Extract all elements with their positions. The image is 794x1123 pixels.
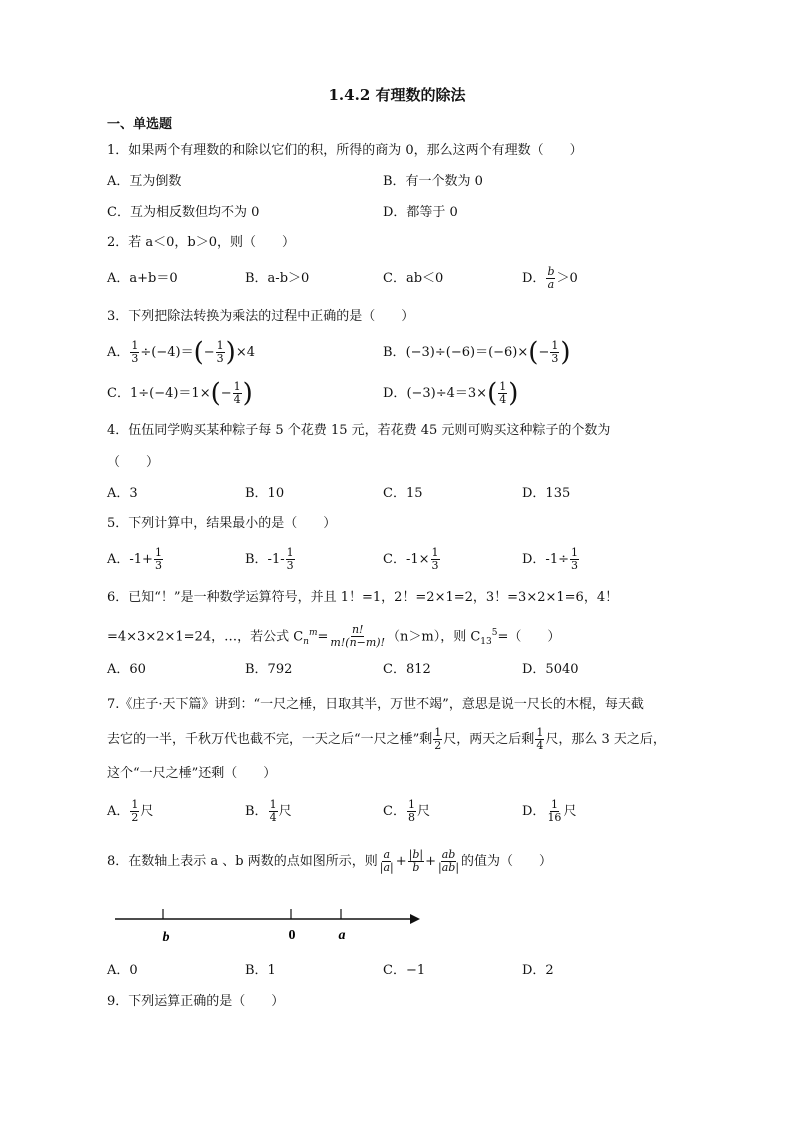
q3-option-d: D．(−3)÷4＝3×( $\frac{1}{4}$ ) (383, 378, 519, 409)
q4-option-d: D．135 (522, 486, 571, 501)
axis-label-b: b (162, 930, 170, 945)
q2-option-d (522, 262, 578, 296)
axis-label-a: a (338, 928, 346, 943)
q2-d-tail: ＞0 (556, 271, 578, 286)
arrow-head-icon (410, 914, 420, 924)
q2-stem: 2．若 a＜0，b＞0，则（ ） (107, 235, 296, 250)
q4-option-b: B．10 (245, 486, 285, 501)
q7-option-a: A． $\frac{1}{2}$ 尺 (107, 798, 154, 824)
q7-line3: 这个“一尺之棰”还剩（ ） (107, 766, 277, 781)
page-title: 1.4.2 有理数的除法 (328, 86, 466, 104)
q3-option-c: C．1÷(−4)＝1×(− $\frac{1}{4}$ ) (107, 378, 253, 409)
q1-option-d: D．都等于 0 (383, 205, 458, 220)
q6-option-a: A．60 (107, 662, 146, 677)
q6-option-c: C．812 (383, 662, 431, 677)
q4-option-a: A．3 (107, 486, 138, 501)
q1-option-c: C．互为相反数但均不为 0 (107, 205, 260, 220)
q1-option-a: A．互为倒数 (107, 174, 182, 189)
q6-option-d: D．5040 (522, 662, 579, 677)
q3-stem: 3．下列把除法转换为乘法的过程中正确的是（ ） (107, 309, 415, 324)
q5-stem: 5．下列计算中，结果最小的是（ ） (107, 516, 337, 531)
q4-stem-continued: （ ） (107, 455, 160, 470)
q5-option-d: D．-1÷ $\frac{1}{3}$ (522, 546, 578, 572)
q4-option-c: C．15 (383, 486, 423, 501)
q6-option-b: B．792 (245, 662, 293, 677)
q3-option-a: A． $\frac{1}{3}$ ÷(−4)＝(− $\frac{1}{3}$ )×4 (107, 337, 255, 368)
q3-option-b: B．(−3)÷(−6)＝(−6)×(− $\frac{1}{3}$ ) (383, 337, 571, 368)
q8-option-b: B．1 (245, 963, 276, 978)
q2-d-fraction: $\frac{b}{a}$ (547, 265, 555, 291)
q1-option-b: B．有一个数为 0 (383, 174, 483, 189)
q2-option-c: C．ab＜0 (383, 271, 444, 286)
q8-option-a: A．0 (107, 963, 138, 978)
section-heading: 一、单选题 (107, 117, 173, 132)
q2-option-a: A．a+b＝0 (107, 271, 178, 286)
q7-line2: 去它的一半，千秋万代也截不完，一天之后“一尺之棰”剩 $\frac{1}{2}$ 尺，两天之后剩 $\frac{1}{4}$ 尺，那么 3 天之后， (107, 726, 666, 752)
q2-d-label: D． (522, 271, 546, 286)
q8-stem: 8．在数轴上表示 a 、b 两数的点如图所示，则 $\frac{a}{|a|}$ + $\frac{|b|}{b}$ + $\frac{ab}{|ab|}$ 的值为（ ） (107, 848, 553, 874)
number-line-figure (110, 905, 430, 945)
q6-stem: 6．已知“！”是一种数学运算符号，并且 1！=1，2！=2×1=2，3！=3×2×1=6，4！ (107, 590, 619, 605)
q1-stem: 1．如果两个有理数的和除以它们的积，所得的商为 0，那么这两个有理数（ ） (107, 143, 583, 158)
q4-stem: 4．伍伍同学购买某种粽子每 5 个花费 15 元，若花费 45 元则可购买这种粽子的个数为 (107, 423, 611, 438)
q2-option-b: B．a-b＞0 (245, 271, 310, 286)
q5-option-a: A．-1+ $\frac{1}{3}$ (107, 546, 162, 572)
q7-option-d: D． $\frac{1}{16}$ 尺 (522, 798, 577, 824)
q7-option-b: B． $\frac{1}{4}$ 尺 (245, 798, 292, 824)
q9-stem: 9．下列运算正确的是（ ） (107, 994, 285, 1009)
q8-option-c: C．−1 (383, 963, 426, 978)
q5-option-b: B．-1- $\frac{1}{3}$ (245, 546, 294, 572)
q7-line1: 7.《庄子·天下篇》讲到：“一尺之棰，日取其半，万世不竭”，意思是说一尺长的木棍，每天截 (107, 697, 644, 712)
q7-option-c: C． $\frac{1}{8}$ 尺 (383, 798, 430, 824)
q8-option-d: D．2 (522, 963, 554, 978)
q5-option-c: C．-1× $\frac{1}{3}$ (383, 546, 439, 572)
q6-formula-line: =4×3×2×1=24，…，若公式 $C_n^m=$ $\frac{n!}{m!(n-m)!}$ （n＞m），则 $C_{13}^5=$（ ） (107, 623, 561, 650)
axis-label-0: 0 (288, 928, 296, 943)
